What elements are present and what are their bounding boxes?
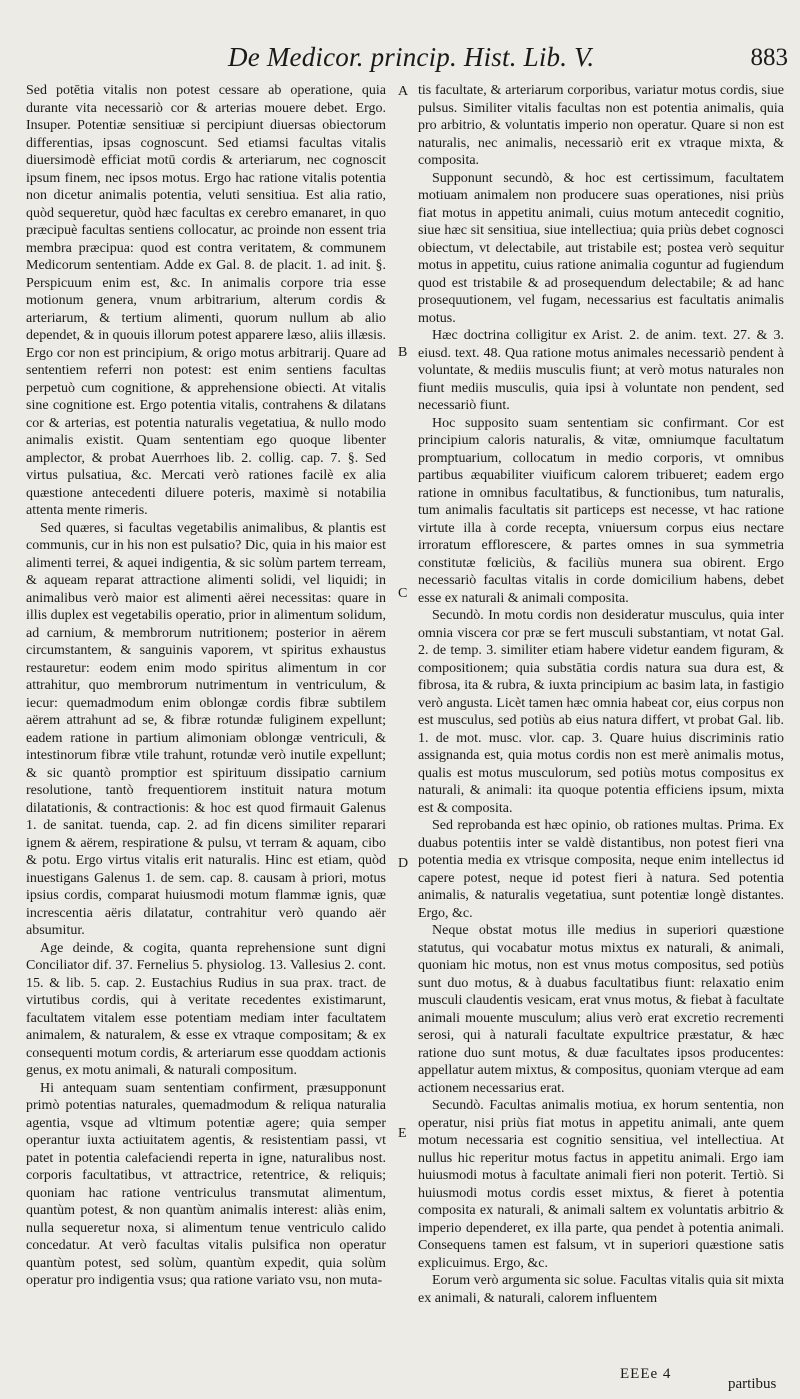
paragraph: Hi antequam suam sententiam confirment, præsupponunt primò potentias naturales, quemadmodum & reliqua naturalia agentia, vsque ad vltimum potentiæ agere; quia semper operantur iuxta actiuitatem agentis, & resistentiam passi, vt patet in potentia calefaciendi reperta in igne, naturalibus nost. corporis facultatibus, vt attractrice, retentrice, & reliquis; quoniam hac ratione ventriculus transmutat alimentum, quantùm potest, & non quantùm animalis interest: aliàs enim, nulla sequeretur noxa, si alimentum tenue ventriculo calido concedatur. At verò facultas vitalis pulsifica non operatur quantùm potest, sed solùm, quantùm expedit, quia solùm operatur pro indigentia vsus; qua ratione variato vsu, non muta-	[26, 1080, 386, 1288]
margin-letter-c: C	[398, 586, 408, 601]
paragraph: tis facultate, & arteriarum corporibus, variatur motus cordis, siue pulsus. Similiter vitalis facultas non est potentia animalis, quia pro arbitrio, & voluntatis imperio non operatur. Quare si non est naturalis, nec animalis, necessariò erit ex vtraque mixta, & composita.	[418, 83, 784, 168]
running-title: De Medicor. princip. Hist. Lib. V.	[228, 42, 595, 72]
signature-mark: EEEe 4	[620, 1366, 672, 1382]
paragraph: Secundò. Facultas animalis motiua, ex horum sententia, non operatur, nisi priùs fiat motus in appetitu animali, ante quem motum necessaria est cognitio sensitiua, vel intellectiua. At nullus hic reperitur motus factus in appetitu animali. Ergo iam huiusmodi motus à facultate animali fieri non poterit. Tertiò. Si huiusmodi motus cordis esset mixtus, & fieret à potentia composita ex naturali, & animali saltem ex voluntatis arbitrio & imperio dependeret, ex illa parte, qua pendet à potentia animali. Consequens tamen est falsum, vt in superiori quæstione satis explicuimus. Ergo, &c.	[418, 1098, 784, 1271]
paragraph: Eorum verò argumenta sic solue. Facultas vitalis quia sit mixta ex animali, & naturali, calorem influentem	[418, 1273, 784, 1306]
margin-letter-d: D	[398, 856, 409, 871]
right-column	[418, 82, 784, 1342]
margin-letter-b: B	[398, 345, 408, 360]
page-number: 883	[750, 44, 788, 71]
running-head	[0, 42, 800, 78]
left-column	[26, 82, 386, 1342]
paragraph: Age deinde, & cogita, quanta reprehensione sunt digni Conciliator dif. 37. Fernelius 5. physiolog. 13. Vallesius 2. cont. 15. & lib. 5. cap. 2. Eustachius Rudius in sua prax. tract. de virtutibus cordis, qui à veritate recedentes existimarunt, facultatem vitalem esse potentiam mediam inter facultatem animalem, & naturalem, & esse ex vtraque compositam; & ex consequenti motum cordis, & arteriarum esse quoddam actionis genus, ex motu animali, & naturali compositum.	[26, 940, 386, 1078]
paragraph: Sed potētia vitalis non potest cessare ab operatione, quia durante vita necessariò cor & arterias mouere debet. Ergo. Insuper. Potentiæ sensitiuæ si percipiunt diuersas obiectorum differentias, ipsas cognoscunt. Sed etiamsi facultas vitalis diuersimodè efficiat motū cordis & arteriarum, nec cognoscit ipsum finem, nec ipsos motus. Ergo hac ratione vitalis potentia non dicetur animalis potentia, veluti sensitiua. Est alia ratio, quòd sequeretur, quòd hæc facultas ex cerebro emanaret, in quo præcipuè facultas sentiens collocatur, ac proinde non essent tria membra præcipua: quod est contra veritatem, & communem Medicorum sententiam. Adde ex Gal. 8. de placit. 1. ad init. §. Perspicuum enim est, &c. In animalis corpore tria esse motionum genera, vnum arbitrarium, alterum cordis & arteriarum, & tertium alimenti, quorum nullum ab alio dependet, & in quouis illorum potest apparere læso, aliis illæsis. Ergo cor non est principium, & origo motus arbitrarij. Quare ad sententiem referri non potest: est enim sentiens facultas perpetuò cum cognitione, & apprehensione obiecti. At vitalis sine cognitione est. Ergo potentia vitalis, contrahens & dilatans cor & arterias, est potentia naturalis vegetatiua, & nullo modo animalis existit. Quam sententiam ego quoque libenter amplector, & probat Auerrhoes lib. 2. collig. cap. 7. §. Sed virtus pulsatiua, &c. Mercati verò rationes facilè ex alia quæstione antecedenti diluere poteris, maximè si notabilia attenta mente rimeris.	[26, 83, 386, 518]
margin-letter-e: E	[398, 1126, 407, 1141]
catchword: partibus	[728, 1376, 777, 1392]
paragraph: Sed reprobanda est hæc opinio, ob rationes multas. Prima. Ex duabus potentiis inter se valdè distantibus, non potest fieri vna potentia media ex vtrisque composita, neque enim intellectus id capere potest, neque id potest fieri à natura. Sed potentia animalis, & naturalis vegetatiua, sunt potentiæ longè distantes. Ergo, &c.	[418, 818, 784, 921]
paragraph: Secundò. In motu cordis non desideratur musculus, quia inter omnia viscera cor præ se fert musculi substantiam, vt notat Gal. 2. de temp. 3. similiter etiam habere videtur eandem figuram, & compositionem; quia substātia cordis natura sua dura est, & fibrosa, ita & rubra, & iuxta principium ac basim lata, in fastigio verò angusta. Licèt tamen hæc omnia habeat cor, eius corpus non est musculus, sed potiùs ab eius natura differt, vt probat Gal. lib. 1. de mot. musc. vlor. cap. 3. Quare huius discriminis ratio assignanda est, quia motus cordis non est merè animalis motus, qualis est motus musculorum, sed potiùs motus compositus ex naturali, & animali: ita quoque potentia efficiens ipsum, mixta est & composita.	[418, 608, 784, 816]
paragraph: Hæc doctrina colligitur ex Arist. 2. de anim. text. 27. & 3. eiusd. text. 48. Qua ratione motus animales necessariò pendent à voluntate, & mediis musculis fiunt; at verò motus naturales non fiunt mediis musculis, quia ipsi à voluntate non pendent, sed necessariò fiunt.	[418, 328, 784, 413]
margin-letter-a: A	[398, 84, 409, 99]
paragraph: Hoc supposito suam sententiam sic confirmant. Cor est principium caloris naturalis, & vitæ, omniumque facultatum promptuarium, collocatum in medio corporis, vt omnibus partibus æquabiliter viuificum calorem tribueret; eadem ergo ratione in omnibus facultatibus, & functionibus, tum naturalis, tum animalis facultatis sit particeps est necesse, vt hac ratione virtute illa à corde recepta, vniuersum corpus eius nectare irroratum efflorescere, & partes omnes in sua symmetria constitutæ fœliciùs, & faciliùs munera sua obirent. Ergo necessariò facultas vitalis in corde domicilium habens, debet esse ex naturali & animali composita.	[418, 415, 784, 606]
paragraph: Sed quæres, si facultas vegetabilis animalibus, & plantis est communis, cur in his non est pulsatio? Dic, quia in his maior est alimenti terrei, & aquei indigentia, & sic solùm partem terream, & aqueam reparat attractione alimenti solidi, vel liquidi; in animalibus verò maior est alimenti aërei necessitas: quare in illis duplex est vegetabilis operatio, prior in alimentum solidum, ad carnium, & membrorum nutritionem; posterior in aërem circumstantem, & sanguinis vaporem, vt spiritus exhaustus restauretur: eodem enim modo spiritus alimentum in cor attrahitur, quo membrorum nutrimentum in ventriculum, & iecur: quemadmodum enim oblongæ cordis fibræ subtilem aërem attrahunt ad se, & fibræ rotundæ fuliginem expellunt; eadem ratione in partium alimoniam oblongæ ventriculi, & intestinorum fibræ vtile trahunt, rotundæ verò inutile expellunt; & sic quantò promptior est spirituum dissipatio carnium resolutione, tantò frequentiorem instituit natura motum dilatationis, & contractionis: & hoc est quod firmauit Galenus 1. de sanitat. tuenda, cap. 2. ad fin dicens similiter reparari ignem & aërem, respiratione & pulsu, vt terram & aquam, cibo & potu. Ergo virtus vitalis erit naturalis. Hinc est etiam, quòd inuestigans Galenus 1. de sem. cap. 8. causam à priori, motus ipsius cordis, comparat huiusmodi motum flammæ ignis, quæ increscentia aëris dilatatur, contrahitur verò quando aër absumitur.	[26, 520, 386, 938]
paragraph: Supponunt secundò, & hoc est certissimum, facultatem motiuam animalem non producere suas operationes, nisi priùs fiat motus in appetitu animali, cuius motum antecedit cognitio, siue hæc sit sensitiua, siue intellectiua; quia priùs debet cognosci obiectum, vt delectabile, aut tristabile est; postea verò sequitur motus in appetitu, cuius ratione animalia coguntur ad fugiendum quod est tristabile & ad prosequendum delectabile; & ad hanc prosequutionem, vel fugam, necessarius est facultatis animalis motus.	[418, 170, 784, 326]
paragraph: Neque obstat motus ille medius in superiori quæstione statutus, qui vocabatur motus mixtus ex naturali, & animali, quoniam hic motus, non est vnus motus compositus, sed potiùs sunt duo motus, & à duabus facultatibus fiunt: relaxatio enim musculi claudentis vesicam, erat vnus motus, & fiebat à facultate animali mouente musculum; alius verò erat excretio recrementi serosi, qui à naturali facultate expultrice præstatur, & hæc ratione duo sunt motus, & duæ facultates ipsos producentes: appellatur autem mixtus, & compositus, quoniam vterque ad eam actionem necessarius erat.	[418, 923, 784, 1096]
